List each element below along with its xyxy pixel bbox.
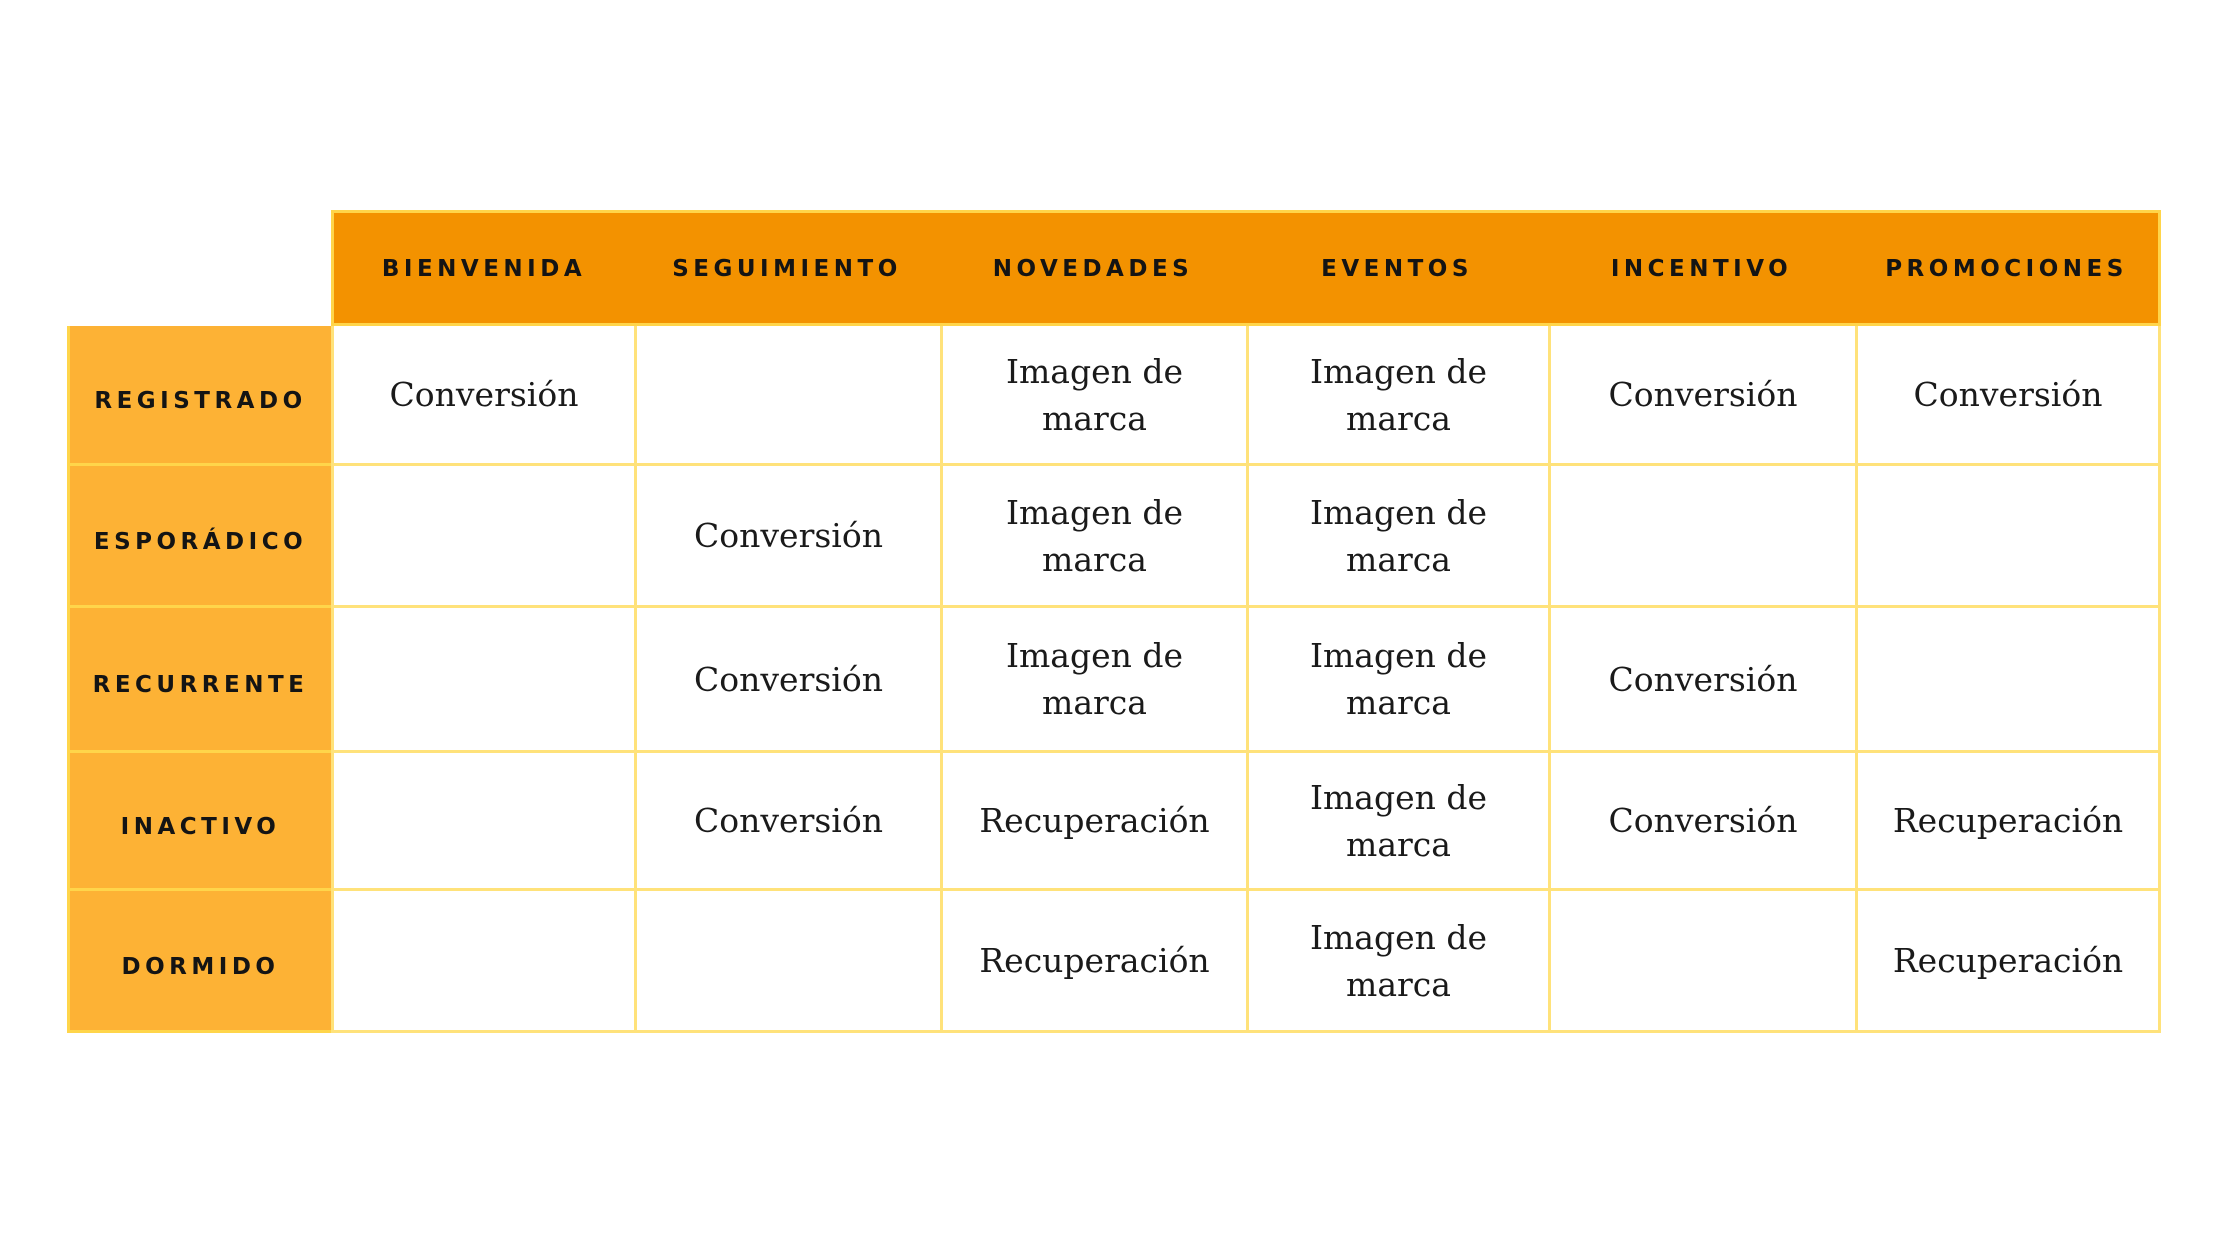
column-header-promociones: PROMOCIONES [1855,210,2161,326]
row-header-esporadico: ESPORÁDICO [67,466,331,608]
table-corner [67,210,331,326]
table-cell: Imagen de marca [940,326,1246,466]
column-header-seguimiento: SEGUIMIENTO [634,210,940,326]
table-cell: Recuperación [1855,753,2161,891]
table-cell [331,753,634,891]
column-header-eventos: EVENTOS [1246,210,1548,326]
table-cell: Conversión [1855,326,2161,466]
table-cell [634,891,940,1033]
table-cell: Imagen de marca [1246,608,1548,753]
table-cell: Imagen de marca [1246,466,1548,608]
row-header-recurrente: RECURRENTE [67,608,331,753]
row-header-dormido: DORMIDO [67,891,331,1033]
table-cell: Conversión [331,326,634,466]
table-cell: Recuperación [940,891,1246,1033]
table-cell [331,891,634,1033]
row-header-inactivo: INACTIVO [67,753,331,891]
table-cell [1548,466,1855,608]
table-cell: Imagen de marca [1246,891,1548,1033]
table-cell [1855,466,2161,608]
email-matrix-table [67,210,2161,1033]
row-header-registrado: REGISTRADO [67,326,331,466]
table-cell [634,326,940,466]
table-cell: Conversión [1548,753,1855,891]
column-header-incentivo: INCENTIVO [1548,210,1855,326]
table-cell: Conversión [634,466,940,608]
table-cell: Conversión [634,753,940,891]
table-cell [331,466,634,608]
table-cell [331,608,634,753]
table-cell: Recuperación [940,753,1246,891]
table-cell: Imagen de marca [1246,326,1548,466]
table-cell: Conversión [634,608,940,753]
column-header-novedades: NOVEDADES [940,210,1246,326]
table-cell: Recuperación [1855,891,2161,1033]
table-cell [1548,891,1855,1033]
table-cell [1855,608,2161,753]
column-header-bienvenida: BIENVENIDA [331,210,634,326]
table-cell: Imagen de marca [940,466,1246,608]
table-cell: Conversión [1548,608,1855,753]
table-cell: Conversión [1548,326,1855,466]
table-cell: Imagen de marca [940,608,1246,753]
table-cell: Imagen de marca [1246,753,1548,891]
